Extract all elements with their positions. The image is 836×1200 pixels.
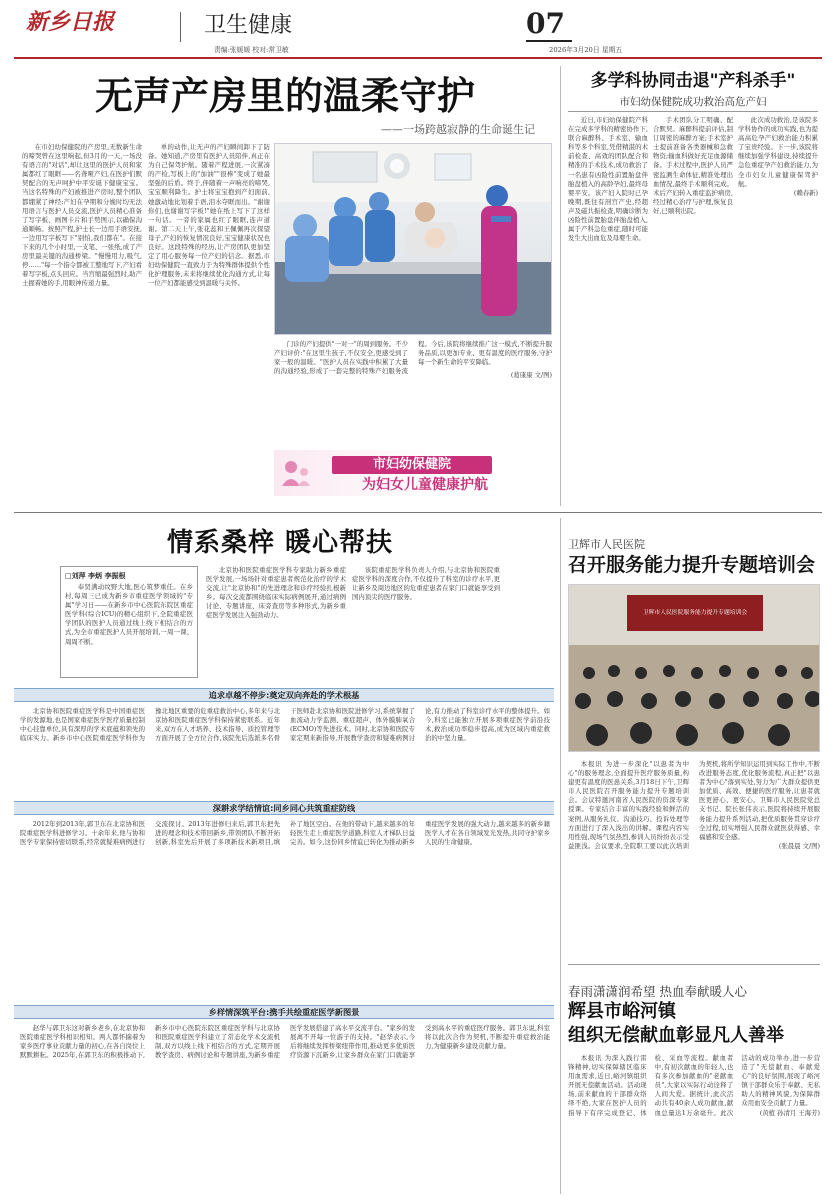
side-subtitle: 市妇幼保健院成功救治高危产妇 bbox=[619, 96, 767, 108]
zhuang-lead-column-2: 北京协和医院重症医学科专家助力新乡重症医学发展,一场场针对重症患者规范化治疗的学术交流,让"北京协和"的先进理念和诊疗经验扎根新乡。每次交流都围绕临床实际病例展开,通过病例讨论、专题讲座、床旁查房等多种形式,为新乡重症医学发展注入强劲动力。 bbox=[206, 566, 346, 620]
zhuang-lead-box bbox=[60, 566, 198, 678]
section-bar-2: 深耕求学结情谊:同乡同心共筑重症防线 bbox=[14, 801, 554, 815]
masthead-date: 2026年3月20日 星期五 bbox=[549, 46, 623, 54]
mother-child-icon bbox=[280, 458, 316, 488]
wh-body: 本报讯 为进一步深化"以患者为中心"的服务理念,全面提升医疗服务质量,构建更有温度的医患关系,3月18日下午,卫辉市人民医院召开服务能力提升专题培训会。会议特邀河南省人民医院的资深专家授课。专家结合丰富的实践经验和鲜活的案例,从服务礼仪、沟通技巧、投诉处理等方面进行了深入浅出的讲解。课程内容实用性强,现场气氛热烈,参训人员纷纷表示受益匪浅。会议要求,全院职工要以此次培训为契机,将所学知识运用到实际工作中,不断改进服务态度,优化服务流程,真正把"以患者为中心"落到实处,努力为广大群众提供更加优质、高效、便捷的医疗服务,让患者就医更舒心、更安心。卫辉市人民医院党总支书记、院长张伟表示,医院将持续开展服务能力提升系列活动,把优质服务贯穿诊疗全过程,切实增强人民群众就医获得感、幸福感和安全感。 (张晨晨 文/图) bbox=[568, 760, 820, 850]
section-bar-1: 追求卓越不停步:奠定双向奔赴的学术根基 bbox=[14, 688, 554, 702]
wh-photo bbox=[568, 584, 820, 752]
banner-title: 市妇幼保健院 bbox=[332, 456, 492, 474]
wh-screen-text: 卫辉市人民医院服务能力提升专题培训会 bbox=[642, 610, 748, 616]
wh-author: (张晨晨 文/图) bbox=[778, 841, 820, 850]
hospital-banner bbox=[274, 450, 552, 496]
page-number: 07 bbox=[526, 8, 565, 40]
sec1-text: 北京协和医院重症医学科是中国重症医学的发源地,也是国家重症医学医疗质量控制中心挂靠单位,具有深厚的学术底蕴和领先的临床实力。新乡市中心医院重症医学科作为豫北地区重要的危重症救治中心,多年来与北京协和医院重症医学科保持紧密联系。近年来,双方在人才培养、技术指导、质控管理等方面开展了全方位合作,该院先后选派多名骨干医师赴北京协和医院进修学习,系统掌握了血流动力学监测、重症超声、体外膜肺氧合(ECMO)等先进技术。同时,北京协和医院专家定期来新指导,开展教学查房和疑难病例讨论,有力推动了科室诊疗水平的整体提升。如今,科室已能独立开展多项重症医学前沿技术,救治成功率稳步提高,成为区域内重症救治的中坚力量。 bbox=[20, 707, 550, 743]
zhuang-lead-column-3: 该院重症医学科负责人介绍,与北京协和医院重症医学科的深度合作,不仅提升了科室的诊疗水平,更让新乡及周边地区的危重症患者在家门口就能享受到国内顶尖的医疗服务。 bbox=[352, 566, 500, 602]
lead-column-1: 在市妇幼保健院的产房里,无数新生命的啼哭曾在这里响起,但3月的一天,一场没有语言的"对话",却让这里的医护人员和家属都红了眼眶——名聋哑产妇,在医护们默契配合的无声呵护中平安诞下健康宝宝。当这名特殊的产妇被推进产房时,整个团队都绷紧了神经:产妇在孕期和分娩时均无法用语言与医护人员交流,医护人员精心准备了写字板、画图卡片和手势图示,以确保沟通顺畅。按照产程,护士长一边用手语安抚,一边用写字板写下"别怕,我们都在"。在接下来的几个小时里,一支笔、一张纸,成了产房里最关键的沟通桥梁。"慢慢用力,吸气,停……"每一个指令都被工整地写下,产妇看着写字板,点头回应。当宫缩最强烈时,助产士握着她的手,用眼神传递力量。 bbox=[22, 143, 142, 288]
side-column-2: 手术团队分工明确、配合默契。麻醉科提前评估,制订周密的麻醉方案;手术室护士提前准备各类器械和急救物资;输血科做好充足血源储备。手术过程中,医护人员严密监测生命体征,精准处理出血情况,最终手术顺利完成。术后产妇转入重症监护病房,经过精心治疗与护理,恢复良好,已顺利出院。 bbox=[653, 116, 733, 215]
masthead-editors: 责编:张媛媛 校对:常卫敏 bbox=[214, 46, 289, 54]
lead-column-2: 单的动作,让无声的产妇瞬间卸下了防备。她知道,产房里有医护人员陪伴,真正在为自己保驾护航。随着产程进展,一次紧凑的产检,写板上的"加油""很棒"变成了她最坚强的后盾。终于,伴随着一声响亮的啼哭,宝宝顺利降生。护士将宝宝抱到产妇面前,她激动地比划着手语,泪水夺眶而出。"谢谢你们,也谢谢写字板!"她在纸上写下了这样一句话。一旁的家属也红了眼眶,连声道谢。第二天上午,张花蕊和王佩佩再次探望母子,产妇的恢复情况良好,宝宝健康状况也良好。这段特殊的经历,让产房团队更加坚定了用心服务每一位产妇的信念。据悉,市妇幼保健院一直致力于为特殊群体提供个性化护理服务,未来将继续优化沟通方式,让每一位产妇都能感受到温暖与关怀。 bbox=[148, 143, 270, 288]
hx-kicker: 春雨潇潇润希望 热血奉献暖人心 bbox=[568, 984, 747, 998]
wh-title: 召开服务能力提升专题培训会 bbox=[568, 554, 816, 576]
banner-subtitle: 为妇女儿童健康护航 bbox=[362, 477, 488, 493]
sec3-text: 赵华与郭卫东这对新乡老乡,在北京协和医院重症医学科相识相知。两人都怀揣着为家乡医疗事业贡献力量的初心,在各自岗位上默默耕耘。2025年,在郭卫东的积极推动下,新乡市中心医院东院区重症医学科与北京协和医院重症医学科建立了常态化学术交流机制,双方以线上线下相结合的方式,定期开展教学查房、病例讨论和专题讲座,为新乡重症医学发展搭建了高水平交流平台。"家乡的发展离不开每一位游子的支持。"赵华表示,今后将继续发挥桥梁纽带作用,推动更多优质医疗资源下沉新乡,让家乡群众在家门口就能享受到高水平的重症医疗服务。郭卫东说,科室将以此次合作为契机,不断提升重症救治能力,为健康新乡建设贡献力量。 bbox=[20, 1024, 550, 1060]
masthead-red-rule bbox=[14, 57, 822, 59]
lower-column-divider bbox=[560, 518, 561, 1194]
hx-body: 本报讯 为深入践行雷锋精神,切实保障辖区临床用血需求,近日,峪河镇组织开展无偿献血活动。活动现场,前来献血的干部群众络绎不绝,大家在医护人员的指导下有序完成登记、体检、采血等流程。献血者中,有初次献血的年轻人,也有多次参加献血的"老献血员",大家以实际行动诠释了人间大爱。据统计,此次活动共有40余人成功献血,献血总量达1万余毫升。此次活动的成功举办,进一步营造了"无偿献血、奉献爱心"的良好氛围,展现了峪河镇干部群众乐于奉献、无私助人的精神风貌,为保障群众用血安全贡献了力量。 (黄植 孙清月 王海芳) bbox=[568, 1054, 820, 1117]
page-number-underline bbox=[526, 40, 572, 42]
lead-column-3: 门诊的产妇提供"一对一"的周到服务。不少产妇评价:"在这里生孩子,不仅安全,更感受到了家一般的温暖。"医护人员在实践中积累了大量的沟通经验,形成了一套完整的特殊产妇服务流程。今后,该院将继续推广这一模式,不断提升服务品质,以更加专业、更有温度的医疗服务,守护每一个新生命的平安降临。 (葛康康 文/图) bbox=[274, 340, 552, 380]
side-title: 多学科协同击退"产科杀手" bbox=[590, 71, 796, 91]
hx-author: (黄植 孙清月 王海芳) bbox=[759, 1108, 820, 1117]
lead-title: 无声产房里的温柔守护 bbox=[94, 73, 475, 118]
delivery-room-illustration bbox=[275, 144, 552, 335]
upper-section-rule bbox=[14, 512, 822, 513]
hx-title-2: 组织无偿献血彰显凡人善举 bbox=[568, 1025, 784, 1046]
newspaper-logo: 新乡日报 bbox=[26, 9, 115, 35]
side-column-3: 此次成功救治,是该院多学科协作的成功实践,也为提高高危孕产妇救治能力积累了宝贵经验。下一步,该院将继续加强学科建设,持续提升急危重症孕产妇救治能力,为全市妇女儿童健康保驾护航。 (赖春新) bbox=[738, 116, 818, 197]
section-bar-3: 乡样情深筑平台:携手共绘重症医学新图景 bbox=[14, 1005, 554, 1019]
zhuang-title: 情系桑梓 暖心帮扶 bbox=[166, 528, 394, 558]
zhuang-byline: □刘萍 李炳 李振根 bbox=[65, 571, 126, 580]
zhuang-lead-text: 奉贤满动纹野大地,医心筑梦重任。在乡村,每周三已成为新乡市重症医学领域的"专属"学习日——在新乡市中心医院东院区重症医学科(综合ICU)的精心组织下,全院重症医学团队的医护人员通过线上线下相结合的方式,为全市重症医护人员开展培训,一周一课、周周不断。 bbox=[65, 583, 193, 646]
hx-title-1: 辉县市峪河镇 bbox=[568, 1001, 676, 1022]
wh-kicker: 卫辉市人民医院 bbox=[568, 538, 645, 550]
sec2-text: 2012年到2013年,郭卫东在北京协和医院重症医学科进修学习。十余年来,他与协和医学专家保持密切联系,经常就疑难病例进行交流探讨。2013年进修归来后,郭卫东把先进的理念和技术带回新乡,带领团队不断开拓创新,科室先后开展了多项新技术新项目,填补了地区空白。在他的带动下,越来越多的年轻医生走上重症医学道路,科室人才梯队日益完善。如今,这份同乡情谊已转化为推动新乡重症医学发展的强大动力,越来越多的新乡籍医学人才在各自领域发光发热,共同守护家乡人民的生命健康。 bbox=[20, 820, 550, 847]
side-title-rule bbox=[568, 111, 818, 112]
section-name: 卫生健康 bbox=[204, 13, 293, 38]
masthead bbox=[14, 8, 822, 56]
side-column-1: 近日,市妇幼保健院产科在完成多学科的精密协作下,联合麻醉科、手术室、输血科等多个科室,凭借精湛的术前检查、高效的团队配合和精准的手术技术,成功救治了一名患有凶险性前置胎盘伴胎盘植入的高龄孕妇,最终母婴平安。该产妇入院时已孕晚期,既往有剖宫产史,经超声及磁共振检查,明确诊断为凶险性前置胎盘伴胎盘植入,属于产科急危重症,随时可能发生大出血危及母婴生命。 bbox=[568, 116, 648, 243]
lead-side-divider bbox=[560, 66, 561, 506]
lead-author: (葛康康 文/图) bbox=[510, 371, 552, 380]
wh-hx-rule bbox=[568, 964, 820, 965]
side-author: (赖春新) bbox=[793, 188, 818, 197]
lead-photo bbox=[274, 143, 552, 335]
lead-subtitle: ——一场跨越寂静的生命诞生记 bbox=[381, 123, 535, 136]
section-divider bbox=[180, 12, 181, 42]
